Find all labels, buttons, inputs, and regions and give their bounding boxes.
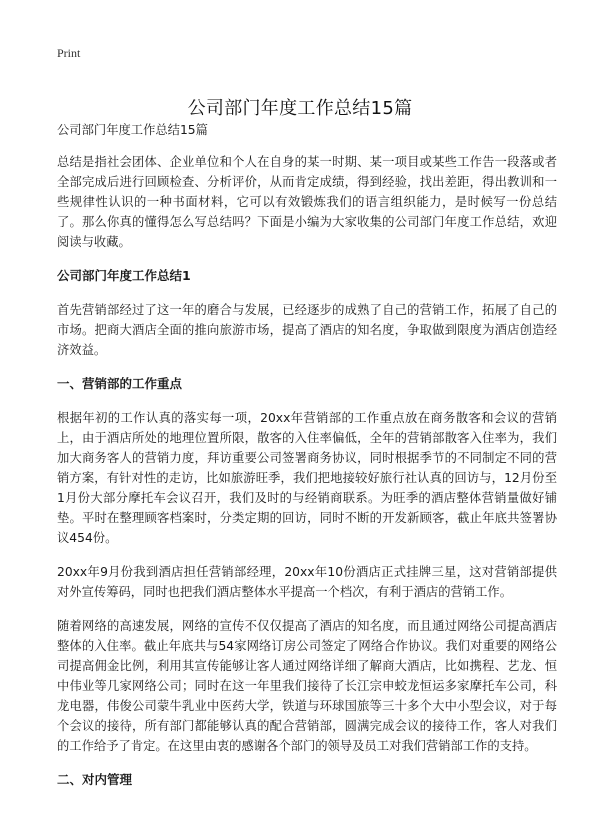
body-paragraph: 根据年初的工作认真的落实每一项，20xx年营销部的工作重点放在商务散客和会议的营销上，由于酒店所处的地理位置所限，散客的入住率偏低，全年的营销部散客入住率为，我们加大商务客人的营销力度，拜访重要公司签署商务协议，同时根据季节的不同制定不同的营销方案，有针对性的走访，比如旅游旺季，我们把地接较好旅行社认真的回访与，12月份至1月份大部分摩托车会议召开，我们及时的与经销商联系。为旺季的酒店整体营销量做好铺垫。平时在整理顾客档案时，分类定期的回访，同时不断的开发新顾客，截止年底共签署协议454份。 (57, 411, 557, 545)
intro-paragraph: 总结是指社会团体、企业单位和个人在自身的某一时期、某一项目或某些工作告一段落或者全部完成后进行回顾检查、分析评价，从而肯定成绩，得到经验，找出差距，得出教训和一些规律性认识的一种书面材料，它可以有效锻炼我们的语言组织能力，是时候写一份总结了。那么你真的懂得怎么写总结吗？下面是小编为大家收集的公司部门年度工作总结，欢迎阅读与收藏。 (57, 155, 557, 249)
document-body (57, 120, 557, 804)
section-heading: 公司部门年度工作总结1 (57, 268, 191, 283)
body-paragraph: 随着网络的高速发展，网络的宣传不仅仅提高了酒店的知名度，而且通过网络公司提高酒店整体的入住率。截止年底共与54家网络订房公司签定了网络合作协议。我们对重要的网络公司提高佣金比例，利用其宣传能够让客人通过网络详细了解商大酒店，比如携程、艺龙、恒中伟业等几家网络公司；同时在这一年里我们接待了长江宗申蛟龙恒运多家摩托车公司，科龙电器，伟俊公司蒙牛乳业中医药大学，铁道与环球国旅等三十多个大中小型会议，对于每个会议的接待，所有部门都能够认真的配合营销部，圆满完成会议的接待工作，客人对我们的工作给予了肯定。在这里由衷的感谢各个部门的领导及员工对我们营销部工作的支持。 (57, 619, 557, 753)
body-paragraph: 20xx年9月份我到酒店担任营销部经理，20xx年10份酒店正式挂牌三星，这对营销部提供对外宣传筹码，同时也把我们酒店整体水平提高一个档次，有利于酒店的营销工作。 (57, 565, 557, 599)
print-link[interactable]: Print (57, 46, 81, 60)
document-title: 公司部门年度工作总结15篇 (187, 98, 413, 120)
document-subtitle: 公司部门年度工作总结15篇 (57, 123, 208, 137)
subsection-heading-internal-management: 二、对内管理 (57, 772, 133, 787)
subsection-heading-work-focus: 一、营销部的工作重点 (57, 376, 183, 391)
section-paragraph: 首先营销部经过了这一年的磨合与发展，已经逐步的成熟了自己的营销工作，拓展了自己的市场。把商大酒店全面的推向旅游市场，提高了酒店的知名度，争取做到限度为酒店创造经济效益。 (57, 303, 557, 357)
